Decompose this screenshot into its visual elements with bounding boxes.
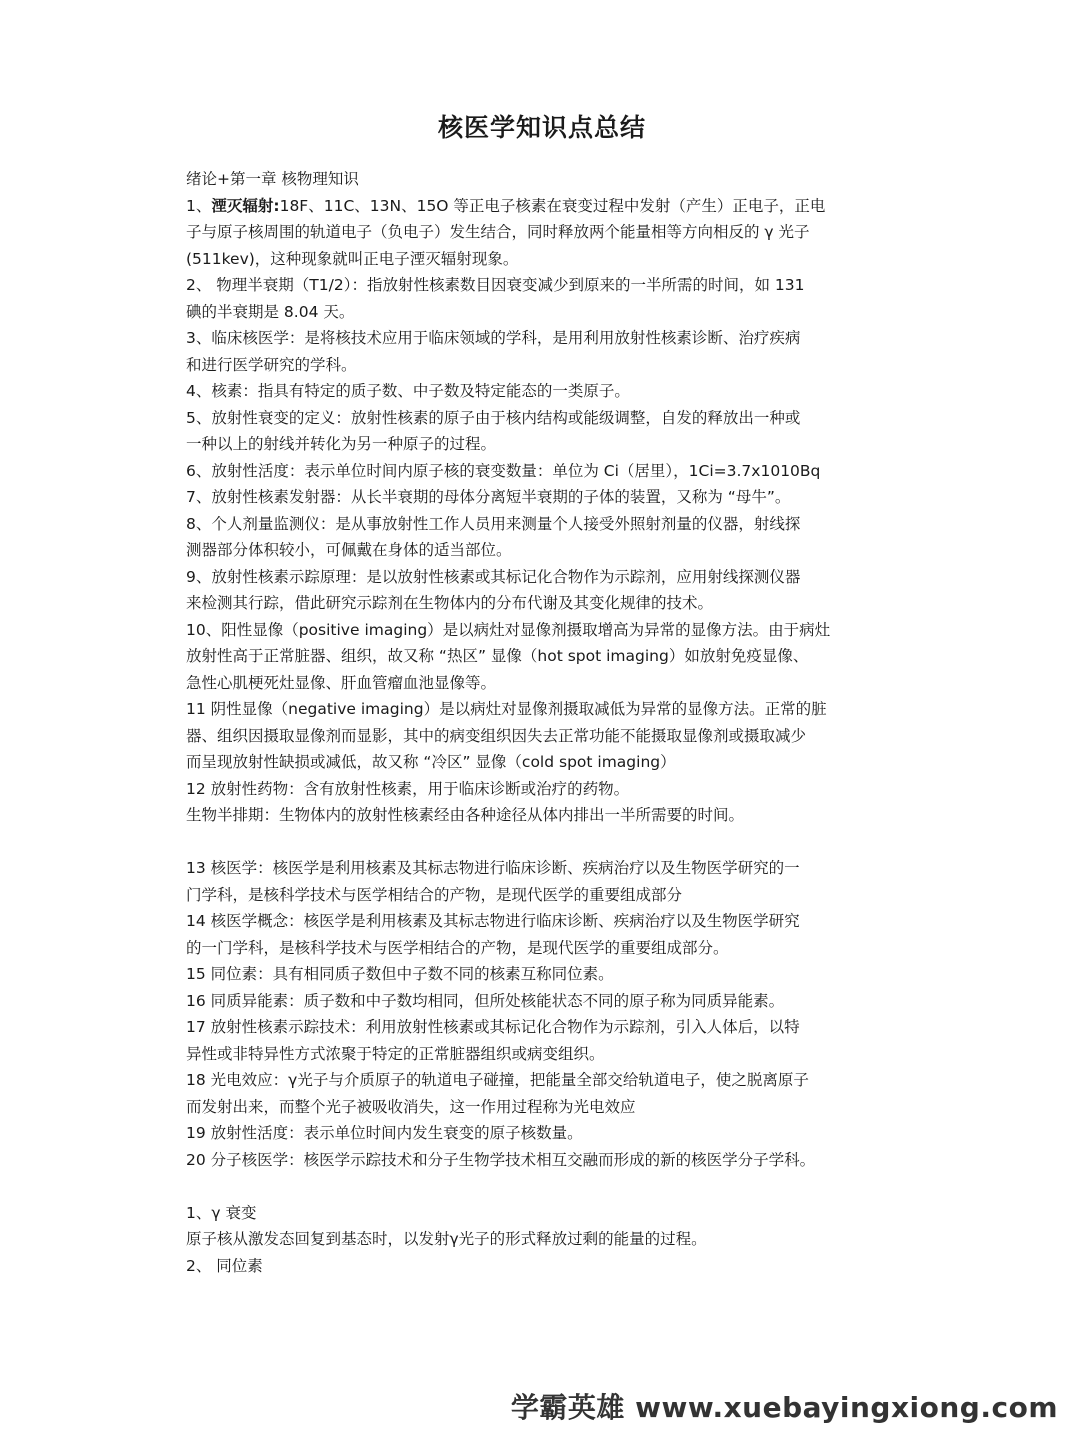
text-line: 器、组织因摄取显像剂而显影，其中的病变组织因失去正常功能不能摄取显像剂或摄取减少 bbox=[186, 726, 807, 745]
text-line: 的一门学科，是核科学技术与医学相结合的产物，是现代医学的重要组成部分。 bbox=[186, 938, 729, 957]
text-line: 9、放射性核素示踪原理：是以放射性核素或其标记化合物作为示踪剂，应用射线探测仪器 bbox=[186, 567, 801, 586]
line-prefix: 1、 bbox=[186, 196, 212, 215]
text-line: 1、γ 衰变 bbox=[186, 1203, 257, 1222]
text-line: 而发射出来，而整个光子被吸收消失，这一作用过程称为光电效应 bbox=[186, 1097, 636, 1116]
text-line: 4、核素：指具有特定的质子数、中子数及特定能态的一类原子。 bbox=[186, 382, 630, 400]
term-bold: 湮灭辐射: bbox=[211, 196, 280, 215]
text-line: 原子核从激发态回复到基态时，以发射γ光子的形式释放过剩的能量的过程。 bbox=[186, 1230, 707, 1248]
site-watermark: 学霸英雄 www.xuebayingxiong.com bbox=[510, 1391, 1058, 1424]
text-line: 门学科，是核科学技术与医学相结合的产物，是现代医学的重要组成部分 bbox=[186, 885, 683, 904]
text-line: 15 同位素：具有相同质子数但中子数不同的核素互称同位素。 bbox=[186, 965, 614, 983]
text-line: 6、放射性活度：表示单位时间内原子核的衰变数量：单位为 Ci（居里），1Ci=3.7x1010Bq bbox=[186, 461, 821, 480]
text-line: 3、临床核医学：是将核技术应用于临床领域的学科，是用利用放射性核素诊断、治疗疾病 bbox=[186, 329, 801, 347]
text-line: 20 分子核医学：核医学示踪技术和分子生物学技术相互交融而形成的新的核医学分子学科。 bbox=[186, 1150, 816, 1169]
text-line: 子与原子核周围的轨道电子（负电子）发生结合，同时释放两个能量相等方向相反的 γ 光子 bbox=[186, 223, 810, 241]
text-line: 2、 同位素 bbox=[186, 1256, 263, 1275]
text-line: 19 放射性活度：表示单位时间内发生衰变的原子核数量。 bbox=[186, 1124, 583, 1142]
text-line: 16 同质异能素：质子数和中子数均相同，但所处核能状态不同的原子称为同质异能素。 bbox=[186, 991, 785, 1010]
text-line: 10、阳性显像（positive imaging）是以病灶对显像剂摄取增高为异常的显像方法。由于病灶 bbox=[186, 620, 831, 639]
document-body bbox=[186, 193, 898, 1280]
text-line: 测器部分体积较小，可佩戴在身体的适当部位。 bbox=[186, 541, 512, 559]
document-title: 核医学知识点总结 bbox=[437, 113, 646, 142]
text-line: 放射性高于正常脏器、组织，故又称 “热区” 显像（hot spot imaging）如放射免疫显像、 bbox=[186, 647, 809, 665]
text-line: 14 核医学概念：核医学是利用核素及其标志物进行临床诊断、疾病治疗以及生物医学研究 bbox=[186, 912, 800, 930]
text-line: 异性或非特异性方式浓聚于特定的正常脏器组织或病变组织。 bbox=[186, 1044, 605, 1063]
text-line: 17 放射性核素示踪技术：利用放射性核素或其标记化合物作为示踪剂，引入人体后，以特 bbox=[186, 1018, 800, 1036]
text-line: 和进行医学研究的学科。 bbox=[186, 355, 357, 374]
text-line: 5、放射性衰变的定义：放射性核素的原子由于核内结构或能级调整，自发的释放出一种或 bbox=[186, 408, 801, 427]
text-line: 12 放射性药物：含有放射性核素，用于临床诊断或治疗的药物。 bbox=[186, 779, 630, 798]
text-line: 8、个人剂量监测仪：是从事放射性工作人员用来测量个人接受外照射剂量的仪器，射线探 bbox=[186, 514, 801, 533]
line-text: 18F、11C、13N、15O 等正电子核素在衰变过程中发射（产生）正电子，正电 bbox=[279, 196, 826, 215]
text-line: 而呈现放射性缺损或减低，故又称 “冷区” 显像（cold spot imaging） bbox=[186, 753, 676, 771]
blank-line bbox=[186, 829, 898, 856]
text-line: 急性心肌梗死灶显像、肝血管瘤血池显像等。 bbox=[186, 673, 497, 692]
text-line: 来检测其行踪，借此研究示踪剂在生物体内的分布代谢及其变化规律的技术。 bbox=[186, 594, 714, 612]
blank-line bbox=[186, 1173, 898, 1200]
text-line: 7、放射性核素发射器：从长半衰期的母体分离短半衰期的子体的装置，又称为 “母牛”。 bbox=[186, 488, 791, 506]
text-line: (511kev)，这种现象就叫正电子湮灭辐射现象。 bbox=[186, 249, 519, 268]
text-line: 18 光电效应：γ光子与介质原子的轨道电子碰撞，把能量全部交给轨道电子，使之脱离原子 bbox=[186, 1071, 809, 1089]
text-line bbox=[186, 193, 898, 220]
chapter-heading: 绪论+第一章 核物理知识 bbox=[186, 170, 359, 188]
text-line: 2、 物理半衰期（T1/2）：指放射性核素数目因衰变减少到原来的一半所需的时间，如 131 bbox=[186, 276, 805, 294]
text-line: 13 核医学：核医学是利用核素及其标志物进行临床诊断、疾病治疗以及生物医学研究的一 bbox=[186, 859, 800, 877]
text-line: 一种以上的射线并转化为另一种原子的过程。 bbox=[186, 435, 497, 453]
text-line: 11 阴性显像（negative imaging）是以病灶对显像剂摄取减低为异常的显像方法。正常的脏 bbox=[186, 700, 827, 718]
text-line: 碘的半衰期是 8.04 天。 bbox=[186, 302, 355, 321]
document-page bbox=[186, 108, 898, 1279]
text-line: 生物半排期：生物体内的放射性核素经由各种途径从体内排出一半所需要的时间。 bbox=[186, 806, 745, 824]
